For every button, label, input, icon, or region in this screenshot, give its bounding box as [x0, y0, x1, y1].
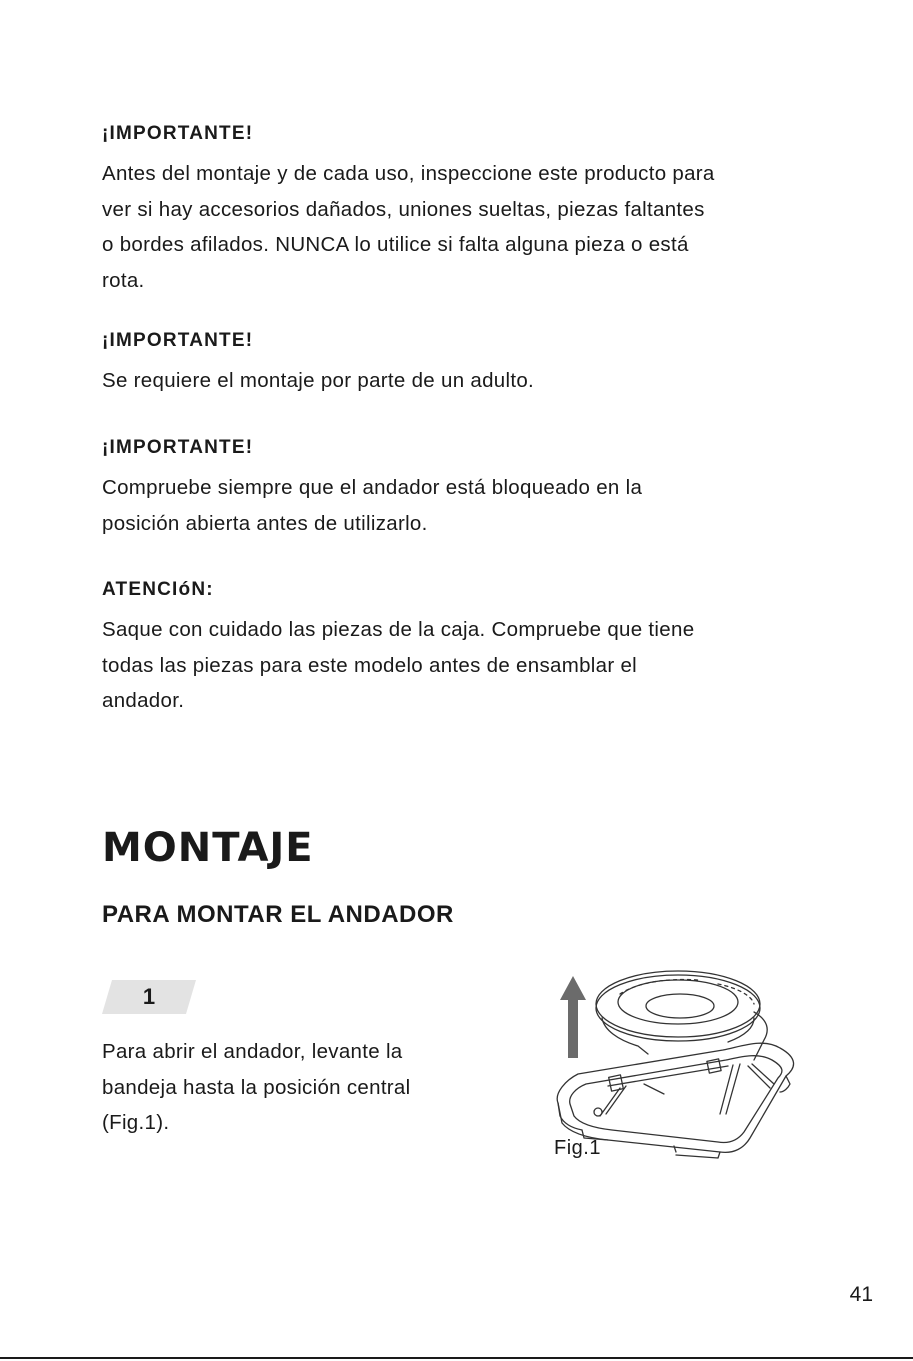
notice-line: todas las piezas para este modelo antes de ensamblar el: [102, 653, 638, 677]
step-badge: [102, 980, 196, 1014]
notice-heading: ¡IMPORTANTE!: [102, 437, 254, 458]
notice-heading: ¡IMPORTANTE!: [102, 330, 254, 351]
notice-line: Compruebe siempre que el andador está bloqueado en la: [102, 476, 643, 499]
notice-line: rota.: [102, 268, 145, 292]
step-number: 1: [142, 984, 156, 1009]
step-line: bandeja hasta la posición central: [102, 1075, 411, 1099]
notice-important-locked-position: [102, 436, 802, 541]
notice-line: Saque con cuidado las piezas de la caja. Compruebe que tiene: [102, 618, 695, 641]
notice-attention-parts: [102, 578, 802, 719]
notice-line: ver si hay accesorios dañados, uniones sueltas, piezas faltantes: [102, 197, 705, 221]
step-line: Para abrir el andador, levante la: [102, 1040, 403, 1063]
notice-heading: ¡IMPORTANTE!: [102, 123, 254, 144]
bottom-divider: [0, 1357, 913, 1359]
notice-line: o bordes afilados. NUNCA lo utilice si falta alguna pieza o está: [102, 233, 689, 256]
subsection-title: PARA MONTAR EL ANDADOR: [102, 901, 454, 928]
figure-label: Fig.1: [554, 1137, 601, 1159]
notice-line: posición abierta antes de utilizarlo.: [102, 511, 428, 535]
page-number: 41: [849, 1283, 873, 1306]
baby-walker-illustration: [548, 968, 800, 1164]
step-instructions: [102, 1034, 482, 1141]
section-title: MONTAJE: [102, 825, 314, 871]
notice-heading: ATENCIóN:: [102, 579, 214, 600]
up-arrow-icon: [560, 976, 586, 1058]
notice-line: Antes del montaje y de cada uso, inspeccione este producto para: [102, 162, 715, 185]
notice-line: Se requiere el montaje por parte de un adulto.: [102, 369, 535, 392]
notice-important-adult-assembly: [102, 329, 802, 399]
step-line: (Fig.1).: [102, 1111, 170, 1134]
notice-important-inspection: [102, 122, 802, 298]
notice-line: andador.: [102, 689, 185, 712]
